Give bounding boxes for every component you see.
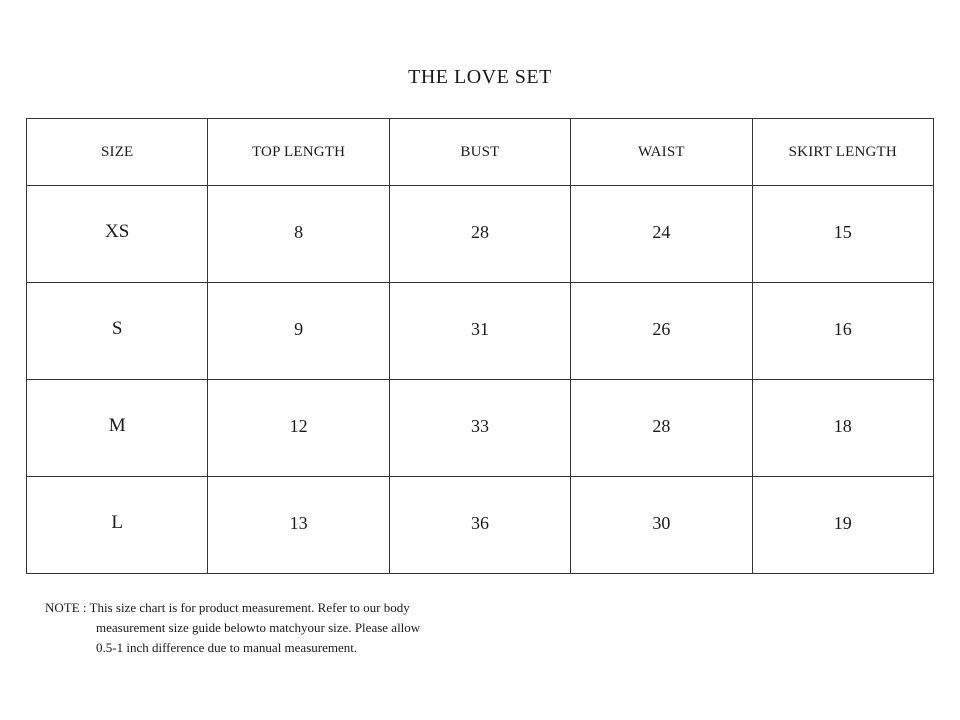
note-line: NOTE : This size chart is for product measurement. Refer to our body bbox=[45, 600, 410, 615]
skirt-length-cell: 18 bbox=[752, 380, 933, 477]
page-title: THE LOVE SET bbox=[408, 66, 552, 88]
column-header-top-length: TOP LENGTH bbox=[208, 119, 389, 186]
note-line: 0.5-1 inch difference due to manual measurement. bbox=[96, 640, 358, 655]
top-length-cell: 8 bbox=[208, 186, 389, 283]
measurement-note bbox=[45, 598, 485, 658]
size-cell: S bbox=[27, 283, 208, 380]
size-chart-table bbox=[26, 118, 934, 574]
skirt-length-cell: 16 bbox=[752, 283, 933, 380]
skirt-length-cell: 15 bbox=[752, 186, 933, 283]
waist-cell: 26 bbox=[571, 283, 752, 380]
size-cell: L bbox=[27, 477, 208, 574]
top-length-cell: 9 bbox=[208, 283, 389, 380]
column-header-waist: WAIST bbox=[571, 119, 752, 186]
size-cell: M bbox=[27, 380, 208, 477]
waist-cell: 30 bbox=[571, 477, 752, 574]
table-row bbox=[27, 477, 934, 574]
size-cell: XS bbox=[27, 186, 208, 283]
bust-cell: 33 bbox=[389, 380, 570, 477]
waist-cell: 24 bbox=[571, 186, 752, 283]
column-header-bust: BUST bbox=[389, 119, 570, 186]
table-row bbox=[27, 283, 934, 380]
skirt-length-cell: 19 bbox=[752, 477, 933, 574]
column-header-skirt-length: SKIRT LENGTH bbox=[752, 119, 933, 186]
bust-cell: 36 bbox=[389, 477, 570, 574]
top-length-cell: 13 bbox=[208, 477, 389, 574]
waist-cell: 28 bbox=[571, 380, 752, 477]
bust-cell: 28 bbox=[389, 186, 570, 283]
table-header-row bbox=[27, 119, 934, 186]
column-header-size: SIZE bbox=[27, 119, 208, 186]
table-row bbox=[27, 186, 934, 283]
note-line: measurement size guide belowto matchyour size. Please allow bbox=[96, 620, 421, 635]
top-length-cell: 12 bbox=[208, 380, 389, 477]
bust-cell: 31 bbox=[389, 283, 570, 380]
table-row bbox=[27, 380, 934, 477]
